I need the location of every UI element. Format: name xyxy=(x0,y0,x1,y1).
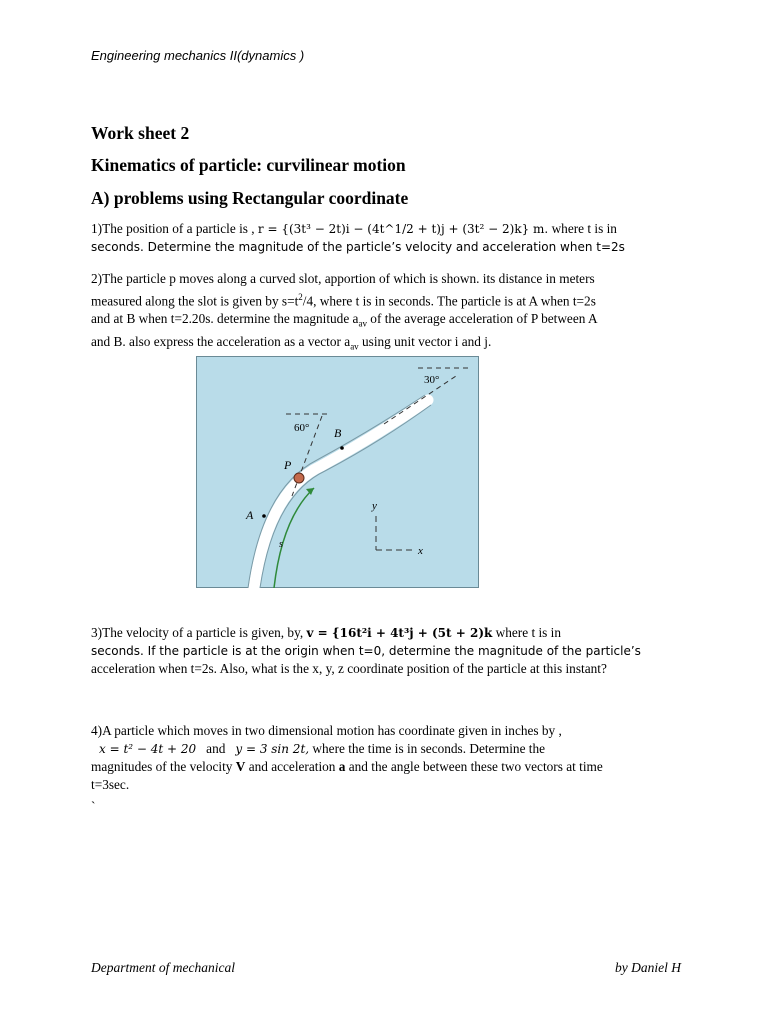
problem-4-line-3b: and acceleration xyxy=(245,759,339,774)
footer-department: Department of mechanical xyxy=(91,960,235,975)
axis-label-y: y xyxy=(372,500,377,512)
particle-p xyxy=(294,473,304,483)
problem-2-line-4 xyxy=(91,333,681,356)
problem-4-line-3 xyxy=(91,758,681,776)
problem-1 xyxy=(91,220,681,256)
problem-4-line-1: 4)A particle which moves in two dimensional motion has coordinate given in inches by , xyxy=(91,723,562,738)
problem-1-lead: 1)The position of a particle is , xyxy=(91,221,255,236)
angle-label-left: 60° xyxy=(294,422,310,434)
footer-author: by Daniel H xyxy=(615,960,681,975)
problem-3-line-3: acceleration when t=2s. Also, what is the x, y, z coordinate position of the particle at this instant? xyxy=(91,661,607,676)
label-p: P xyxy=(284,458,292,472)
label-a: A xyxy=(246,508,254,522)
problem-3-line-2: seconds. If the particle is at the origin when t=0, determine the magnitude of the particle’s xyxy=(91,644,641,658)
problem-1-line-2: seconds. Determine the magnitude of the particle’s velocity and acceleration when t=2s xyxy=(91,240,625,254)
axis-label-x: x xyxy=(418,545,423,557)
problem-2-line-2b: /4, where t is in seconds. The particle is at A when t=2s xyxy=(302,293,596,309)
problem-2-line-3 xyxy=(91,310,681,333)
problem-2-sup: 2 xyxy=(298,292,303,302)
curved-slot-figure xyxy=(196,356,479,588)
problem-4-velocity-symbol: V xyxy=(235,759,246,774)
problem-3-tail: where t is in xyxy=(495,625,562,640)
problem-4-line-3c: and the angle between these two vectors at time xyxy=(345,759,603,774)
worksheet-title: Work sheet 2 xyxy=(91,123,190,143)
problem-3-equation: v = {16t²i + 4t³j + (5t + 2)k xyxy=(306,626,493,640)
point-b xyxy=(340,446,344,450)
problem-1-tail: where t is in xyxy=(551,221,617,236)
point-a xyxy=(262,514,266,518)
problem-2 xyxy=(91,270,681,356)
course-header: Engineering mechanics II(dynamics ) xyxy=(91,48,305,63)
problem-3 xyxy=(91,624,681,678)
problem-2-line-2 xyxy=(91,288,681,310)
problem-2-line-4a: and B. also express the acceleration as a vector a xyxy=(91,334,351,350)
problem-4-line-3a: magnitudes of the velocity xyxy=(91,759,236,774)
problem-4-line-4: t=3sec. xyxy=(91,777,130,792)
problem-2-line-1: 2)The particle p moves along a curved slot, apportion of which is shown. its distance in meters xyxy=(91,271,595,286)
stray-mark: ` xyxy=(91,799,96,814)
problem-4-eq-y: y = 3 sin 2t, xyxy=(235,742,310,756)
problem-1-equation: r = {(3t³ − 2t)i − (4t^1/2 + t)j + (3t² − 2)k} m. xyxy=(257,222,549,236)
problem-4-and: and xyxy=(206,741,226,756)
problem-2-sub-1: av xyxy=(358,319,367,330)
problem-2-line-3b: of the average acceleration of P between A xyxy=(366,311,598,327)
problem-2-line-3a: and at B when t=2.20s. determine the magnitude a xyxy=(91,311,359,327)
section-heading: A) problems using Rectangular coordinate xyxy=(91,188,409,208)
angle-label-top: 30° xyxy=(424,374,440,386)
problem-1-line-1 xyxy=(91,220,681,238)
label-b: B xyxy=(334,426,342,440)
problem-3-lead: 3)The velocity of a particle is given, by, xyxy=(91,625,304,640)
problem-4-eq-x: x = t² − 4t + 20 xyxy=(99,742,197,756)
figure-background xyxy=(197,357,479,588)
problem-4-tail: where the time is in seconds. Determine the xyxy=(312,741,546,756)
problem-2-line-2a: measured along the slot is given by s=t xyxy=(91,293,299,309)
problem-2-line-4b: using unit vector i and j. xyxy=(358,334,492,350)
problem-2-sub-2: av xyxy=(350,341,359,352)
problem-4-line-2 xyxy=(91,740,681,758)
problem-4 xyxy=(91,722,681,816)
problem-3-line-1 xyxy=(91,624,681,642)
label-s: s xyxy=(279,539,283,550)
topic-heading: Kinematics of particle: curvilinear motion xyxy=(91,155,406,175)
problem-4-accel-symbol: a xyxy=(338,759,346,774)
